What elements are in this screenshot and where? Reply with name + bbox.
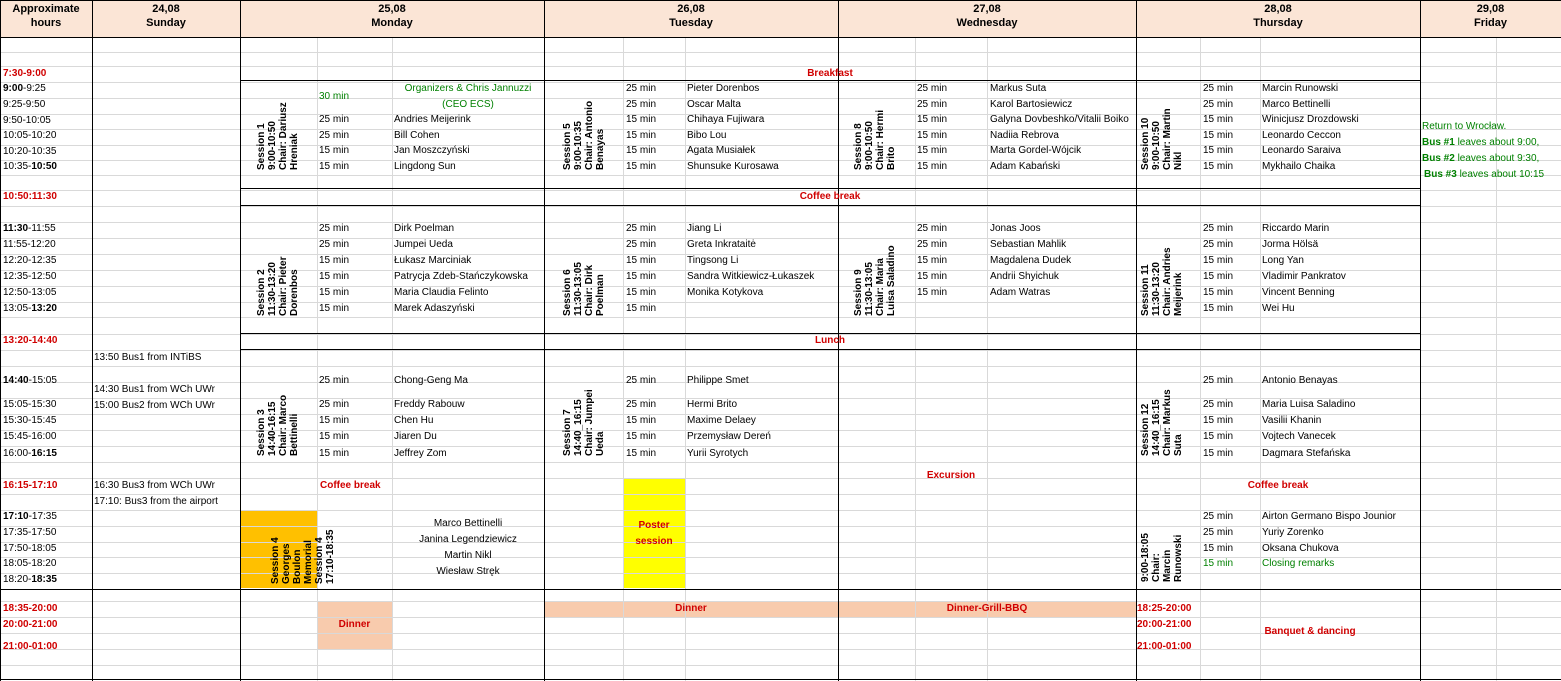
- talk-speaker: Vincent Benning: [1262, 287, 1335, 298]
- time-slot: 10:05-10:20: [3, 130, 57, 141]
- talk-duration: 15 min: [1203, 448, 1234, 459]
- grid-row-line: [0, 526, 1561, 527]
- breakfast-banner: Breakfast: [807, 68, 853, 79]
- talk-duration: 25 min: [1203, 239, 1234, 250]
- lunch-banner: Lunch: [815, 335, 845, 346]
- time-slot: 11:55-12:20: [3, 239, 56, 250]
- talk-duration: 25 min: [626, 399, 657, 410]
- talk-duration: 15 min: [319, 431, 350, 442]
- thursday-time-3: 21:00-01:00: [1137, 641, 1192, 652]
- header-thursday: 28,08 Thursday: [1253, 3, 1303, 29]
- talk-duration: 25 min: [1203, 399, 1234, 410]
- talk-duration: 15 min: [319, 303, 350, 314]
- time-slot: 15:45-16:00: [3, 431, 57, 442]
- grid-row-line: [0, 254, 1561, 255]
- friday-bus2: Bus #2 leaves about 9:30,: [1422, 153, 1540, 164]
- talk-speaker: Antonio Benayas: [1262, 375, 1338, 386]
- block-divider: [240, 333, 1420, 334]
- talk-duration: 15 min: [626, 415, 657, 426]
- time-slot: 10:35-10:50: [3, 161, 57, 172]
- talk-speaker: Vojtech Vanecek: [1262, 431, 1336, 442]
- organizers-line2: (CEO ECS): [442, 99, 494, 110]
- grid-col-line: [1496, 37, 1497, 681]
- dinner-tuesday: Dinner: [675, 603, 707, 614]
- grid-row-line: [0, 494, 1561, 495]
- block-divider: [240, 188, 1420, 189]
- coffee-break-thursday: Coffee break: [1247, 480, 1309, 491]
- talk-duration: 15 min: [626, 431, 657, 442]
- talk-speaker: Jeffrey Zom: [394, 448, 447, 459]
- grid-row-line: [0, 366, 1561, 367]
- sunday-item: 16:30 Bus3 from WCh UWr: [94, 480, 215, 491]
- talk-speaker: Hermi Brito: [687, 399, 738, 410]
- talk-duration: 15 min: [319, 448, 350, 459]
- talk-speaker: Galyna Dovbeshko/Vitalii Boiko: [990, 114, 1129, 125]
- block-divider: [0, 37, 1561, 38]
- talk-duration: 25 min: [917, 239, 948, 250]
- session-label: Session 11 11:30-13:20 Chair: Andries Meijerink: [1140, 247, 1184, 316]
- talk-duration: 25 min: [1203, 527, 1234, 538]
- talk-speaker: Agata Musiałek: [687, 145, 756, 156]
- talk-duration: 25 min: [1203, 511, 1234, 522]
- grid-row-line: [0, 573, 1561, 574]
- talk-duration: 15 min: [1203, 271, 1234, 282]
- grid-row-line: [0, 66, 1561, 67]
- time-slot: 16:00-16:15: [3, 448, 57, 459]
- grid-row-line: [0, 175, 1561, 176]
- grid-col-line: [1260, 37, 1261, 681]
- talk-speaker: Closing remarks: [1262, 558, 1335, 569]
- talk-duration: 25 min: [917, 99, 948, 110]
- talk-duration: 25 min: [319, 399, 350, 410]
- talk-duration: 25 min: [1203, 375, 1234, 386]
- time-slot: 10:20-10:35: [3, 146, 57, 157]
- talk-speaker: Nadiia Rebrova: [990, 130, 1059, 141]
- talk-speaker: Philippe Smet: [687, 375, 749, 386]
- thursday-time-1: 18:25-20:00: [1137, 603, 1192, 614]
- header-hours: Approximate hours: [12, 3, 80, 29]
- talk-speaker: Bibo Lou: [687, 130, 727, 141]
- block-divider: [240, 349, 1420, 350]
- time-slot: 9:25-9:50: [3, 99, 46, 110]
- talk-duration: 15 min: [1203, 287, 1234, 298]
- block-divider: [240, 80, 1420, 81]
- session-label: Session 3 14:40-16:15 Chair: Marco Bettinelli: [256, 394, 300, 456]
- talk-speaker: Przemysław Dereń: [687, 431, 771, 442]
- talk-duration: 15 min: [1203, 130, 1234, 141]
- talk-speaker: Winicjusz Drozdowski: [1262, 114, 1359, 125]
- talk-speaker: Dirk Poelman: [394, 223, 455, 234]
- block-divider: [0, 679, 1561, 680]
- time-slot: 18:05-18:20: [3, 558, 57, 569]
- talk-speaker: Marek Adaszyński: [394, 303, 475, 314]
- talk-duration: 15 min: [626, 161, 657, 172]
- talk-speaker: Marco Bettinelli: [1262, 99, 1331, 110]
- header-tuesday: 26,08 Tuesday: [669, 3, 713, 29]
- talk-speaker: Leonardo Ceccon: [1262, 130, 1341, 141]
- day-divider: [92, 0, 93, 681]
- talk-speaker: Wei Hu: [1262, 303, 1295, 314]
- session-label: Session 9 11:30-13:05 Chair: Maria Luisa Saladino: [853, 245, 897, 316]
- talk-duration: 15 min: [1203, 558, 1234, 569]
- session-label: Session 1 9:00-10:50 Chair: Dariusz Hreniak: [256, 102, 300, 170]
- grid-row-line: [0, 206, 1561, 207]
- time-slot: 7:30-9:00: [3, 68, 47, 79]
- session-label: 9:00-18:05 Chair: Marcin Runowski: [1140, 533, 1184, 582]
- talk-duration: 25 min: [626, 83, 657, 94]
- grid-row-line: [0, 462, 1561, 463]
- talk-duration: 25 min: [319, 130, 350, 141]
- talk-duration: 15 min: [917, 287, 948, 298]
- talk-duration: 25 min: [1203, 223, 1234, 234]
- talk-speaker: Karol Bartosiewicz: [990, 99, 1073, 110]
- talk-speaker: Łukasz Marciniak: [394, 255, 472, 266]
- talk-duration: 25 min: [319, 239, 350, 250]
- time-slot: 14:40-15:05: [3, 375, 57, 386]
- time-slot: 17:35-17:50: [3, 527, 57, 538]
- talk-speaker: Riccardo Marin: [1262, 223, 1330, 234]
- talk-speaker: Sandra Witkiewicz-Łukaszek: [687, 271, 815, 282]
- time-slot: 9:50-10:05: [3, 115, 51, 126]
- talk-speaker: Jonas Joos: [990, 223, 1041, 234]
- talk-duration: 15 min: [1203, 145, 1234, 156]
- talk-duration: 15 min: [1203, 255, 1234, 266]
- talk-duration: 25 min: [626, 239, 657, 250]
- talk-duration: 15 min: [1203, 114, 1234, 125]
- talk-duration: 15 min: [319, 415, 350, 426]
- talk-speaker: Dagmara Stefańska: [1262, 448, 1351, 459]
- time-slot: 18:20-18:35: [3, 574, 57, 585]
- talk-speaker: Jan Moszczyński: [394, 145, 470, 156]
- talk-duration: 15 min: [917, 145, 948, 156]
- talk-speaker: Lingdong Sun: [394, 161, 456, 172]
- header-wednesday: 27,08 Wednesday: [956, 3, 1018, 29]
- talk-duration: 15 min: [626, 448, 657, 459]
- friday-bus3: Bus #3 leaves about 10:15: [1424, 169, 1545, 180]
- day-divider: [0, 0, 1, 681]
- time-slot: 10:50:11:30: [3, 191, 57, 202]
- session-label: Session 12 14:40_16:15 Chair: Markus Suta: [1140, 389, 1184, 456]
- time-slot: 21:00-01:00: [3, 641, 58, 652]
- talk-duration: 15 min: [626, 114, 657, 125]
- poster-session-label: Poster session: [635, 520, 673, 547]
- sunday-item: 15:00 Bus2 from WCh UWr: [94, 400, 215, 411]
- grid-row-line: [0, 414, 1561, 415]
- time-slot: 9:00-9:25: [3, 83, 46, 94]
- time-slot: 12:35-12:50: [3, 271, 57, 282]
- sunday-item: 14:30 Bus1 from WCh UWr: [94, 384, 215, 395]
- talk-duration: 25 min: [917, 223, 948, 234]
- organizers-line1: Organizers & Chris Jannuzzi: [404, 83, 532, 94]
- talk-duration: 15 min: [626, 255, 657, 266]
- grid-col-line: [1200, 37, 1201, 681]
- grid-col-line: [392, 37, 393, 681]
- sunday-item: 13:50 Bus1 from INTiBS: [94, 352, 202, 363]
- talk-duration: 15 min: [1203, 303, 1234, 314]
- grid-row-line: [0, 665, 1561, 666]
- talk-speaker: Shunsuke Kurosawa: [687, 161, 779, 172]
- talk-speaker: Monika Kotykova: [687, 287, 764, 298]
- grid-row-line: [0, 446, 1561, 447]
- friday-return: Return to Wrocław.: [1422, 121, 1507, 132]
- time-slot: 20:00-21:00: [3, 619, 58, 630]
- session-label: Session 10 9:00-10:50 Chair: Martin Nikl: [1140, 108, 1184, 170]
- session-label: Session 6 11:30-13:05 Chair: Dirk Poelman: [562, 262, 606, 316]
- time-slot: 11:30-11:55: [3, 223, 56, 234]
- talk-speaker: Bill Cohen: [394, 130, 440, 141]
- grid-row-line: [0, 350, 1561, 351]
- coffee-break-monday: Coffee break: [320, 480, 381, 491]
- talk-speaker: Patrycja Zdeb-Stańczykowska: [394, 271, 528, 282]
- talk-speaker: Tingsong Li: [687, 255, 739, 266]
- time-slot: 12:20-12:35: [3, 255, 57, 266]
- time-slot: 16:15-17:10: [3, 480, 58, 491]
- talk-speaker: Jorma Hölsä: [1262, 239, 1319, 250]
- talk-speaker: Magdalena Dudek: [990, 255, 1072, 266]
- talk-speaker: Jumpei Ueda: [394, 239, 453, 250]
- talk-speaker: Airton Germano Bispo Jounior: [1262, 511, 1396, 522]
- excursion-label: Excursion: [926, 470, 976, 481]
- talk-speaker: Leonardo Saraiva: [1262, 145, 1341, 156]
- session-label: Session 8 9:00-10:50 Chair: Hermi Brito: [853, 109, 897, 170]
- talk-speaker: Sebastian Mahlik: [990, 239, 1067, 250]
- banquet-label: Banquet & dancing: [1264, 626, 1356, 637]
- talk-speaker: Freddy Rabouw: [394, 399, 465, 410]
- talk-speaker: Oksana Chukova: [1262, 543, 1339, 554]
- talk-duration: 15 min: [917, 271, 948, 282]
- header-sunday: 24,08 Sunday: [146, 3, 186, 29]
- block-divider: [0, 589, 1561, 590]
- talk-speaker: Greta Inkrataitė: [687, 239, 756, 250]
- grid-row-line: [0, 601, 1561, 602]
- memorial-speaker: Wiesław Stręk: [436, 566, 500, 577]
- grid-col-line: [623, 37, 624, 681]
- time-slot: 18:35-20:00: [3, 603, 58, 614]
- thursday-time-2: 20:00-21:00: [1137, 619, 1192, 630]
- talk-duration: 15 min: [319, 287, 350, 298]
- talk-duration: 15 min: [1203, 161, 1234, 172]
- sunday-item: 17:10: Bus3 from the airport: [94, 496, 218, 507]
- talk-duration: 15 min: [319, 161, 350, 172]
- grid-col-line: [685, 37, 686, 681]
- memorial-speaker: Janina Legendziewicz: [419, 534, 517, 545]
- talk-speaker: Mykhailo Chaika: [1262, 161, 1336, 172]
- block-divider: [240, 205, 1420, 206]
- talk-speaker: Marta Gordel-Wójcik: [990, 145, 1082, 156]
- talk-duration: 25 min: [1203, 83, 1234, 94]
- time-slot: 13:20-14:40: [3, 335, 58, 346]
- talk-duration: 25 min: [626, 99, 657, 110]
- talk-duration: 25 min: [626, 223, 657, 234]
- session-label: Session 5 9:00-10:35 Chair: Antonio Benayas: [562, 100, 606, 170]
- grid-col-line: [317, 37, 318, 681]
- header-friday: 29,08 Friday: [1473, 3, 1507, 29]
- talk-duration: 15 min: [319, 271, 350, 282]
- talk-speaker: Maria Luisa Saladino: [1262, 399, 1356, 410]
- dinner-monday: Dinner: [338, 619, 371, 630]
- talk-duration: 15 min: [917, 114, 948, 125]
- time-slot: 12:50-13:05: [3, 287, 57, 298]
- time-slot: 13:05-13:20: [3, 303, 57, 314]
- grid-col-line: [987, 37, 988, 681]
- talk-speaker: Pieter Dorenbos: [687, 83, 760, 94]
- grid-row-line: [0, 617, 1561, 618]
- block-divider: [0, 0, 1561, 1]
- talk-speaker: Vasilii Khanin: [1262, 415, 1322, 426]
- talk-duration: 15 min: [626, 130, 657, 141]
- grid-row-line: [0, 478, 1561, 479]
- organizers-duration: 30 min: [319, 91, 350, 102]
- talk-duration: 15 min: [1203, 415, 1234, 426]
- talk-speaker: Adam Watras: [990, 287, 1051, 298]
- grid-row-line: [0, 238, 1561, 239]
- coffee-break-banner: Coffee break: [799, 191, 861, 202]
- talk-duration: 25 min: [1203, 99, 1234, 110]
- header-monday: 25,08 Monday: [371, 3, 413, 29]
- talk-speaker: Yurii Syrotych: [687, 448, 749, 459]
- time-slot: 17:10-17:35: [3, 511, 57, 522]
- grid-col-line: [915, 37, 916, 681]
- talk-duration: 25 min: [319, 375, 350, 386]
- grid-row-line: [0, 52, 1561, 53]
- talk-speaker: Andrii Shyichuk: [990, 271, 1059, 282]
- session-label: Session 4 Georges Boulon Memorial Session 4 17:10-18:35: [270, 529, 336, 584]
- time-slot: 15:30-15:45: [3, 415, 57, 426]
- session-label: Session 7 14:40_16:15 Chair: Jumpei Ueda: [562, 389, 606, 456]
- talk-speaker: Marcin Runowski: [1262, 83, 1339, 94]
- memorial-speaker: Marco Bettinelli: [433, 518, 503, 529]
- grid-row-line: [0, 649, 1561, 650]
- talk-duration: 15 min: [917, 130, 948, 141]
- talk-duration: 15 min: [626, 303, 657, 314]
- memorial-speaker: Martin Nikl: [444, 550, 492, 561]
- talk-duration: 15 min: [319, 145, 350, 156]
- day-divider: [1420, 0, 1421, 681]
- talk-speaker: Maxime Delaey: [687, 415, 756, 426]
- talk-speaker: Maria Claudia Felinto: [394, 287, 489, 298]
- talk-speaker: Jiang Li: [687, 223, 722, 234]
- talk-duration: 15 min: [626, 271, 657, 282]
- grid-row-line: [0, 317, 1561, 318]
- talk-speaker: Chong-Geng Ma: [394, 375, 468, 386]
- talk-speaker: Chihaya Fujiwara: [687, 114, 765, 125]
- talk-duration: 15 min: [319, 255, 350, 266]
- talk-speaker: Long Yan: [1262, 255, 1304, 266]
- talk-speaker: Chen Hu: [394, 415, 434, 426]
- talk-duration: 25 min: [626, 375, 657, 386]
- talk-duration: 15 min: [1203, 543, 1234, 554]
- talk-duration: 25 min: [319, 114, 350, 125]
- talk-speaker: Yuriy Zorenko: [1262, 527, 1324, 538]
- talk-duration: 15 min: [1203, 431, 1234, 442]
- talk-duration: 15 min: [626, 145, 657, 156]
- talk-speaker: Andries Meijerink: [394, 114, 471, 125]
- talk-speaker: Jiaren Du: [394, 431, 437, 442]
- dinner-wednesday: Dinner-Grill-BBQ: [946, 603, 1028, 614]
- time-slot: 15:05-15:30: [3, 399, 57, 410]
- talk-duration: 15 min: [626, 287, 657, 298]
- talk-speaker: Oscar Malta: [687, 99, 741, 110]
- talk-speaker: Vladimir Pankratov: [1262, 271, 1346, 282]
- talk-duration: 25 min: [917, 83, 948, 94]
- friday-bus1: Bus #1 leaves about 9:00,: [1422, 137, 1540, 148]
- talk-speaker: Adam Kabański: [990, 161, 1061, 172]
- session-label: Session 2 11:30-13:20 Chair: Pieter Dorenbos: [256, 256, 300, 316]
- time-slot: 17:50-18:05: [3, 543, 57, 554]
- talk-duration: 25 min: [319, 223, 350, 234]
- talk-duration: 15 min: [917, 161, 948, 172]
- talk-speaker: Markus Suta: [990, 83, 1047, 94]
- talk-duration: 15 min: [917, 255, 948, 266]
- grid-row-line: [0, 302, 1561, 303]
